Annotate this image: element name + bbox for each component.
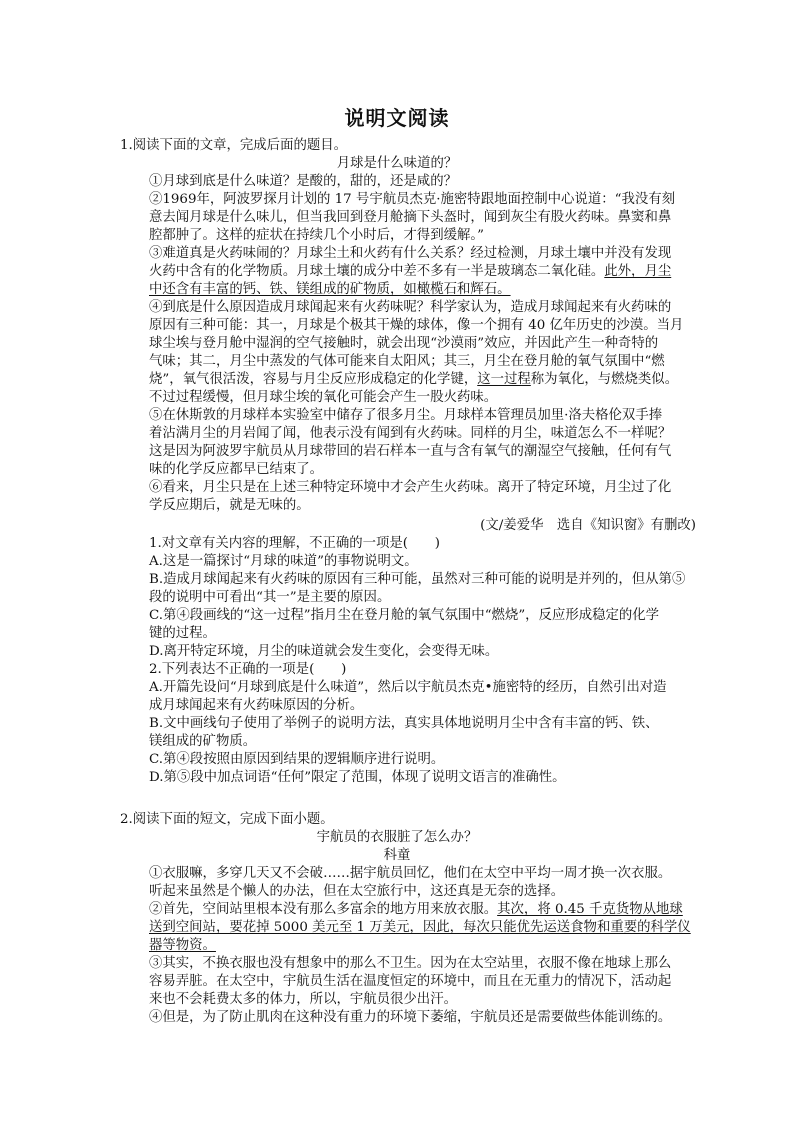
q1-paragraph-5-line-1: ⑤在休斯敦的月球样本实验室中储存了很多月尘。月球样本管理员加里·洛夫格伦双手捧 [149, 408, 663, 423]
document-title: 说明文阅读 [344, 106, 450, 130]
q1-paragraph-4-line-4: 气味；其二，月尘中蒸发的气体可能来自太阳风；其三，月尘在登月舱的氧气氛围中“燃 [149, 354, 665, 369]
q2-paragraph-3-line-1: ③其实，不换衣服也没有想象中的那么不卫生。因为在太空站里，衣服不像在地球上那么 [149, 956, 672, 971]
q1-subquestion-1-option-d: D.离开特定环境，月尘的味道就会发生变化，会变得无味。 [149, 644, 499, 659]
q1-article-title: 月球是什么味道的？ [336, 156, 458, 171]
q1-source-citation: (文/姜爱华 选自《知识窗》有删改) [480, 518, 696, 533]
q1-paragraph-4-line-3: 球尘埃与登月舱中湿润的空气接触时，就会出现“沙漠雨”效应，并因此产生一种奇特的 [149, 336, 659, 351]
q1-paragraph-1: ①月球到底是什么味道？是酸的，甜的，还是咸的？ [149, 174, 457, 189]
q1-paragraph-4-text-c: 称为氧化，与燃烧类似。 [530, 372, 679, 387]
q1-paragraph-4-line-6: 不过过程缓慢，但月球尘埃的氧化可能会产生一股火药味。 [149, 390, 498, 405]
q1-subquestion-2-option-b-line-1: B.文中画线句子使用了举例子的说明方法，真实具体地说明月尘中含有丰富的钙、铁、 [149, 716, 659, 731]
q1-subquestion-1-stem: 1.对文章有关内容的理解，不正确的一项是( ) [149, 536, 441, 551]
q1-paragraph-5-line-3: 这是因为阿波罗宇航员从月球带回的岩石样本一直与含有氧气的潮湿空气接触，任何有气 [149, 444, 672, 459]
q1-subquestion-2-option-a-line-1: A.开篇先设问“月球到底是什么味道”，然后以宇航员杰克•施密特的经历，自然引出对造 [149, 680, 667, 695]
q1-paragraph-5-line-4: 味的化学反应都早已结束了。 [149, 462, 324, 477]
q1-subquestion-2-option-d: D.第⑤段中加点词语“任何”限定了范围，体现了说明文语言的准确性。 [149, 770, 566, 785]
q1-underlined-sentence-end: 中还含有丰富的钙、铁、镁组成的矿物质，如橄榄石和辉石。 [149, 282, 511, 297]
q1-subquestion-1-option-c-line-1: C.第④段画线的“这一过程”指月尘在登月舱的氧气氛围中“燃烧”，反应形成稳定的化学 [149, 608, 660, 623]
q1-subquestion-1-option-b-line-2: 段的说明中可看出“其一”是主要的原因。 [149, 590, 391, 605]
q1-paragraph-3-line-2 [149, 263, 671, 281]
q1-subquestion-2-option-b-line-2: 镁组成的矿物质。 [149, 734, 257, 749]
q1-paragraph-5-line-2: 着沾满月尘的月岩闻了闻，他表示没有闻到有火药味。同样的月尘，味道怎么不一样呢？ [149, 426, 672, 441]
q2-article-title: 宇航员的衣服脏了怎么办？ [316, 830, 478, 845]
q1-subquestion-2-option-c: C.第④段按照由原因到结果的逻辑顺序进行说明。 [149, 752, 445, 767]
q2-author: 科童 [383, 848, 411, 863]
q1-intro: 1.阅读下面的文章，完成后面的题目。 [120, 138, 348, 153]
q1-paragraph-4-text-a: 烧”，氧气很活泼，容易与月尘反应形成稳定的化学键， [149, 372, 478, 387]
q1-paragraph-2-line-2: 意去闻月球是什么味儿，但当我回到登月舱摘下头盔时，闻到灰尘有股火药味。鼻窦和鼻 [149, 210, 672, 225]
q1-subquestion-1-option-a: A.这是一篇探讨“月球的味道”的事物说明文。 [149, 554, 418, 569]
q2-paragraph-1-line-1: ①衣服嘛，多穿几天又不会破……据宇航员回忆，他们在太空中平均一周才换一次衣服。 [149, 866, 672, 881]
q1-underlined-sentence-start: 此外，月尘 [604, 264, 672, 279]
q1-paragraph-4-line-2: 原因有三种可能：其一，月球是个极其干燥的球体，像一个拥有 40 亿年历史的沙漠。当月 [149, 318, 684, 333]
q1-paragraph-6-line-2: 学反应期后，就是无味的。 [149, 498, 310, 513]
q1-subquestion-1-option-c-line-2: 键的过程。 [149, 626, 216, 641]
q1-paragraph-4-line-5 [149, 371, 678, 389]
q1-paragraph-2-line-3: 腔都肿了。这样的症状在持续几个小时后，才得到缓解。” [149, 228, 484, 243]
q1-subquestion-2-stem: 2.下列表达不正确的一项是( ) [149, 662, 347, 677]
q2-underlined-sentence-start: 其次，将 0.45 千克货物从地球 [497, 902, 683, 917]
q1-paragraph-4-line-1: ④到底是什么原因造成月球闻起来有火药味呢？科学家认为，造成月球闻起来有火药味的 [149, 300, 672, 315]
q1-underlined-phrase: 这一过程 [477, 372, 531, 387]
q2-paragraph-1-line-2: 听起来虽然是个懒人的办法，但在太空旅行中，这还真是无奈的选择。 [149, 884, 565, 899]
q1-paragraph-2-line-1: ②1969年，阿波罗探月计划的 17 号宇航员杰克·施密特跟地面控制中心说道：“我没有刻 [149, 192, 676, 207]
q1-paragraph-3-text: 火药中含有的化学物质。月球土壤的成分中差不多有一半是玻璃态二氧化硅。 [149, 264, 605, 279]
q1-subquestion-1-option-b-line-1: B.造成月球闻起来有火药味的原因有三种可能，虽然对三种可能的说明是并列的，但从第⑤ [149, 572, 686, 587]
q1-paragraph-3-line-1: ③难道真是火药味闹的？月球尘土和火药有什么关系？经过检测，月球土壤中并没有发现 [149, 246, 672, 261]
q2-paragraph-4-line-1: ④但是，为了防止肌肉在这种没有重力的环境下萎缩，宇航员还是需要做些体能训练的。 [149, 1010, 672, 1025]
q2-intro: 2.阅读下面的短文，完成下面小题。 [120, 812, 334, 827]
q2-paragraph-2-line-1 [149, 901, 683, 919]
q1-paragraph-6-line-1: ⑥看来，月尘只是在上述三种特定环境中才会产生火药味。离开了特定环境，月尘过了化 [149, 480, 672, 495]
q2-underlined-sentence-middle: 送到空间站，要花掉 5000 美元至 1 万美元，因此，每次只能优先运送食物和重要的科学仪 [149, 920, 691, 935]
q2-paragraph-3-line-2: 容易弄脏。在太空中，宇航员生活在温度恒定的环境中，而且在无重力的情况下，活动起 [149, 974, 672, 989]
q1-subquestion-2-option-a-line-2: 成月球闻起来有火药味原因的分析。 [149, 698, 364, 713]
q2-underlined-sentence-end: 器等物资。 [149, 938, 216, 953]
q2-paragraph-2-text: ②首先，空间站里根本没有那么多富余的地方用来放衣服。 [149, 902, 498, 917]
q2-paragraph-3-line-3: 来也不会耗费太多的体力，所以，宇航员很少出汗。 [149, 992, 457, 1007]
